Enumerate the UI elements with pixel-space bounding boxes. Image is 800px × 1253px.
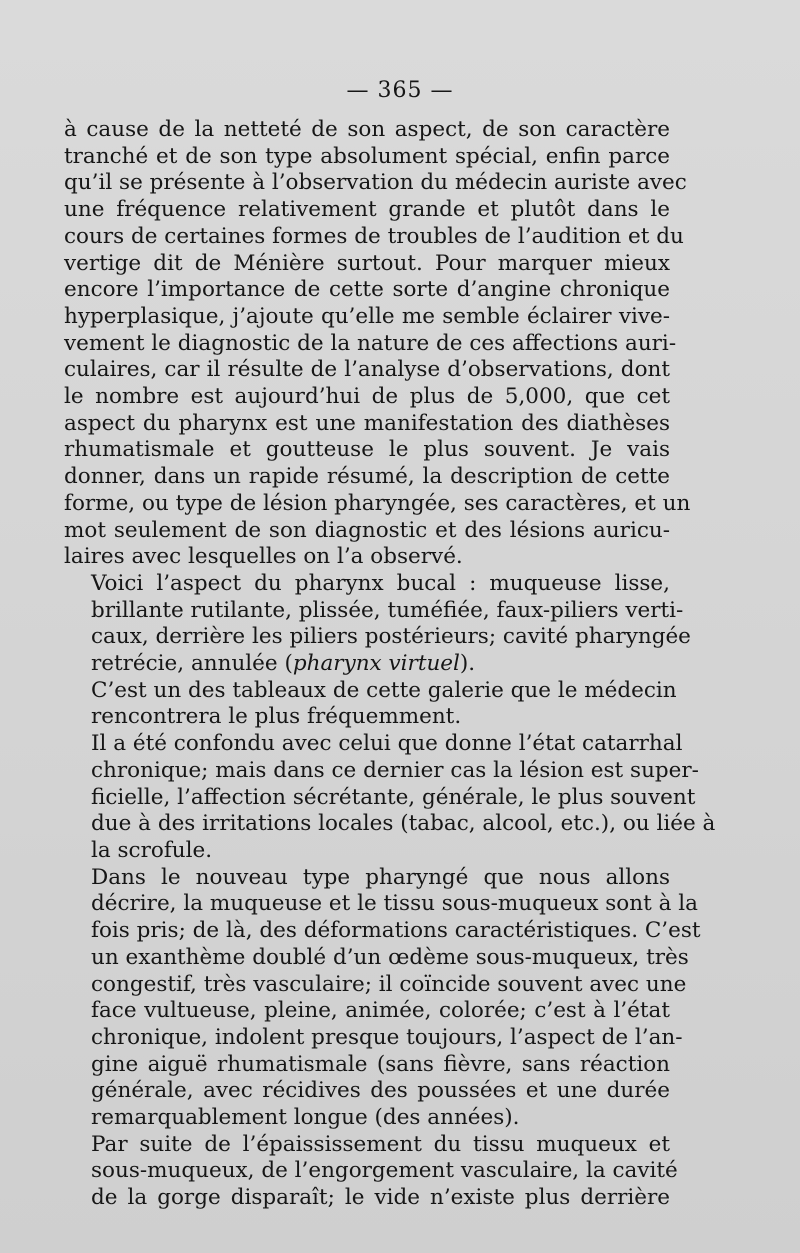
text-line: Voici l’aspect du pharynx bucal : muqueuse lisse, [91,570,670,596]
text-line: aspect du pharynx est une manifestation des diathèses [64,410,670,436]
text-line: laires avec lesquelles on l’a observé. [64,544,463,570]
text-line: rencontrera le plus fréquemment. [91,704,462,730]
text-line: vement le diagnostic de la nature de ces affections auri- [64,330,677,356]
body-text [64,117,716,1212]
paragraph [64,117,691,571]
text-line: qu’il se présente à l’observation du médecin auriste avec [64,170,687,196]
text-line: cours de certaines formes de troubles de l’audition et du [64,223,684,249]
text-line: chronique; mais dans ce dernier cas la lésion est super- [91,757,699,783]
text-line: rhumatismale et goutteuse le plus souvent. Je vais [64,437,670,463]
text-line: une fréquence relativement grande et plutôt dans le [64,197,670,223]
text-line: chronique, indolent presque toujours, l’aspect de l’an- [91,1024,683,1050]
text-line: brillante rutilante, plissée, tuméfiée, faux-piliers verti- [91,597,684,623]
text-line: ficielle, l’affection sécrétante, générale, le plus souvent [91,784,696,810]
text-line: vertige dit de Ménière surtout. Pour marquer mieux [64,250,670,276]
text-line: due à des irritations locales (tabac, alcool, etc.), ou liée à [91,811,716,837]
text-line: encore l’importance de cette sorte d’angine chronique [64,277,670,303]
text-line: caux, derrière les piliers postérieurs; cavité pharyngée [91,624,691,650]
text-line: un exanthème doublé d’un œdème sous-muqueux, très [91,944,689,970]
text-line: culaires, car il résulte de l’analyse d’observations, dont [64,357,670,383]
text-line: C’est un des tableaux de cette galerie que le médecin [91,677,677,703]
text-line: tranché et de son type absolument spécial, enfin parce [64,143,670,169]
paragraph [64,864,701,1132]
text-line: Par suite de l’épaississement du tissu muqueux et [91,1131,670,1157]
text-line: retrécie, annulée (pharynx virtuel). [91,651,476,677]
text-line: décrire, la muqueuse et le tissu sous-muqueux sont à la [91,891,698,917]
paragraph [64,570,691,678]
text-line: gine aiguë rhumatismale (sans fièvre, sans réaction [91,1051,670,1077]
text-line: la scrofule. [91,837,213,863]
text-line: à cause de la netteté de son aspect, de son caractère [64,117,670,142]
text-line: de la gorge disparaît; le vide n’existe plus derrière [91,1185,670,1211]
text-line: le nombre est aujourd’hui de plus de 5,000, que cet [64,384,670,410]
text-line: fois pris; de là, des déformations caractéristiques. C’est [91,918,701,944]
text-line: remarquablement longue (des années). [91,1105,520,1131]
text-line: sous-muqueux, de l’engorgement vasculaire, la cavité [91,1158,678,1184]
paragraph [64,1131,678,1212]
text-line: Il a été confondu avec celui que donne l’état catarrhal [91,731,683,757]
text-line: donner, dans un rapide résumé, la description de cette [64,464,670,490]
text-line: face vultueuse, pleine, animée, colorée; c’est à l’état [91,998,670,1024]
text-line: congestif, très vasculaire; il coïncide souvent avec une [91,971,687,997]
text-line: hyperplasique, j’ajoute qu’elle me semble éclairer vive- [64,303,670,329]
page-number: — 365 — [346,78,454,103]
text-line: mot seulement de son diagnostic et des lésions auricu- [64,517,670,543]
paragraph [64,677,677,731]
paragraph [64,731,716,865]
text-line: générale, avec récidives des poussées et une durée [91,1078,670,1104]
text-line: Dans le nouveau type pharyngé que nous allons [91,864,670,890]
text-line: forme, ou type de lésion pharyngée, ses caractères, et un [64,490,691,516]
